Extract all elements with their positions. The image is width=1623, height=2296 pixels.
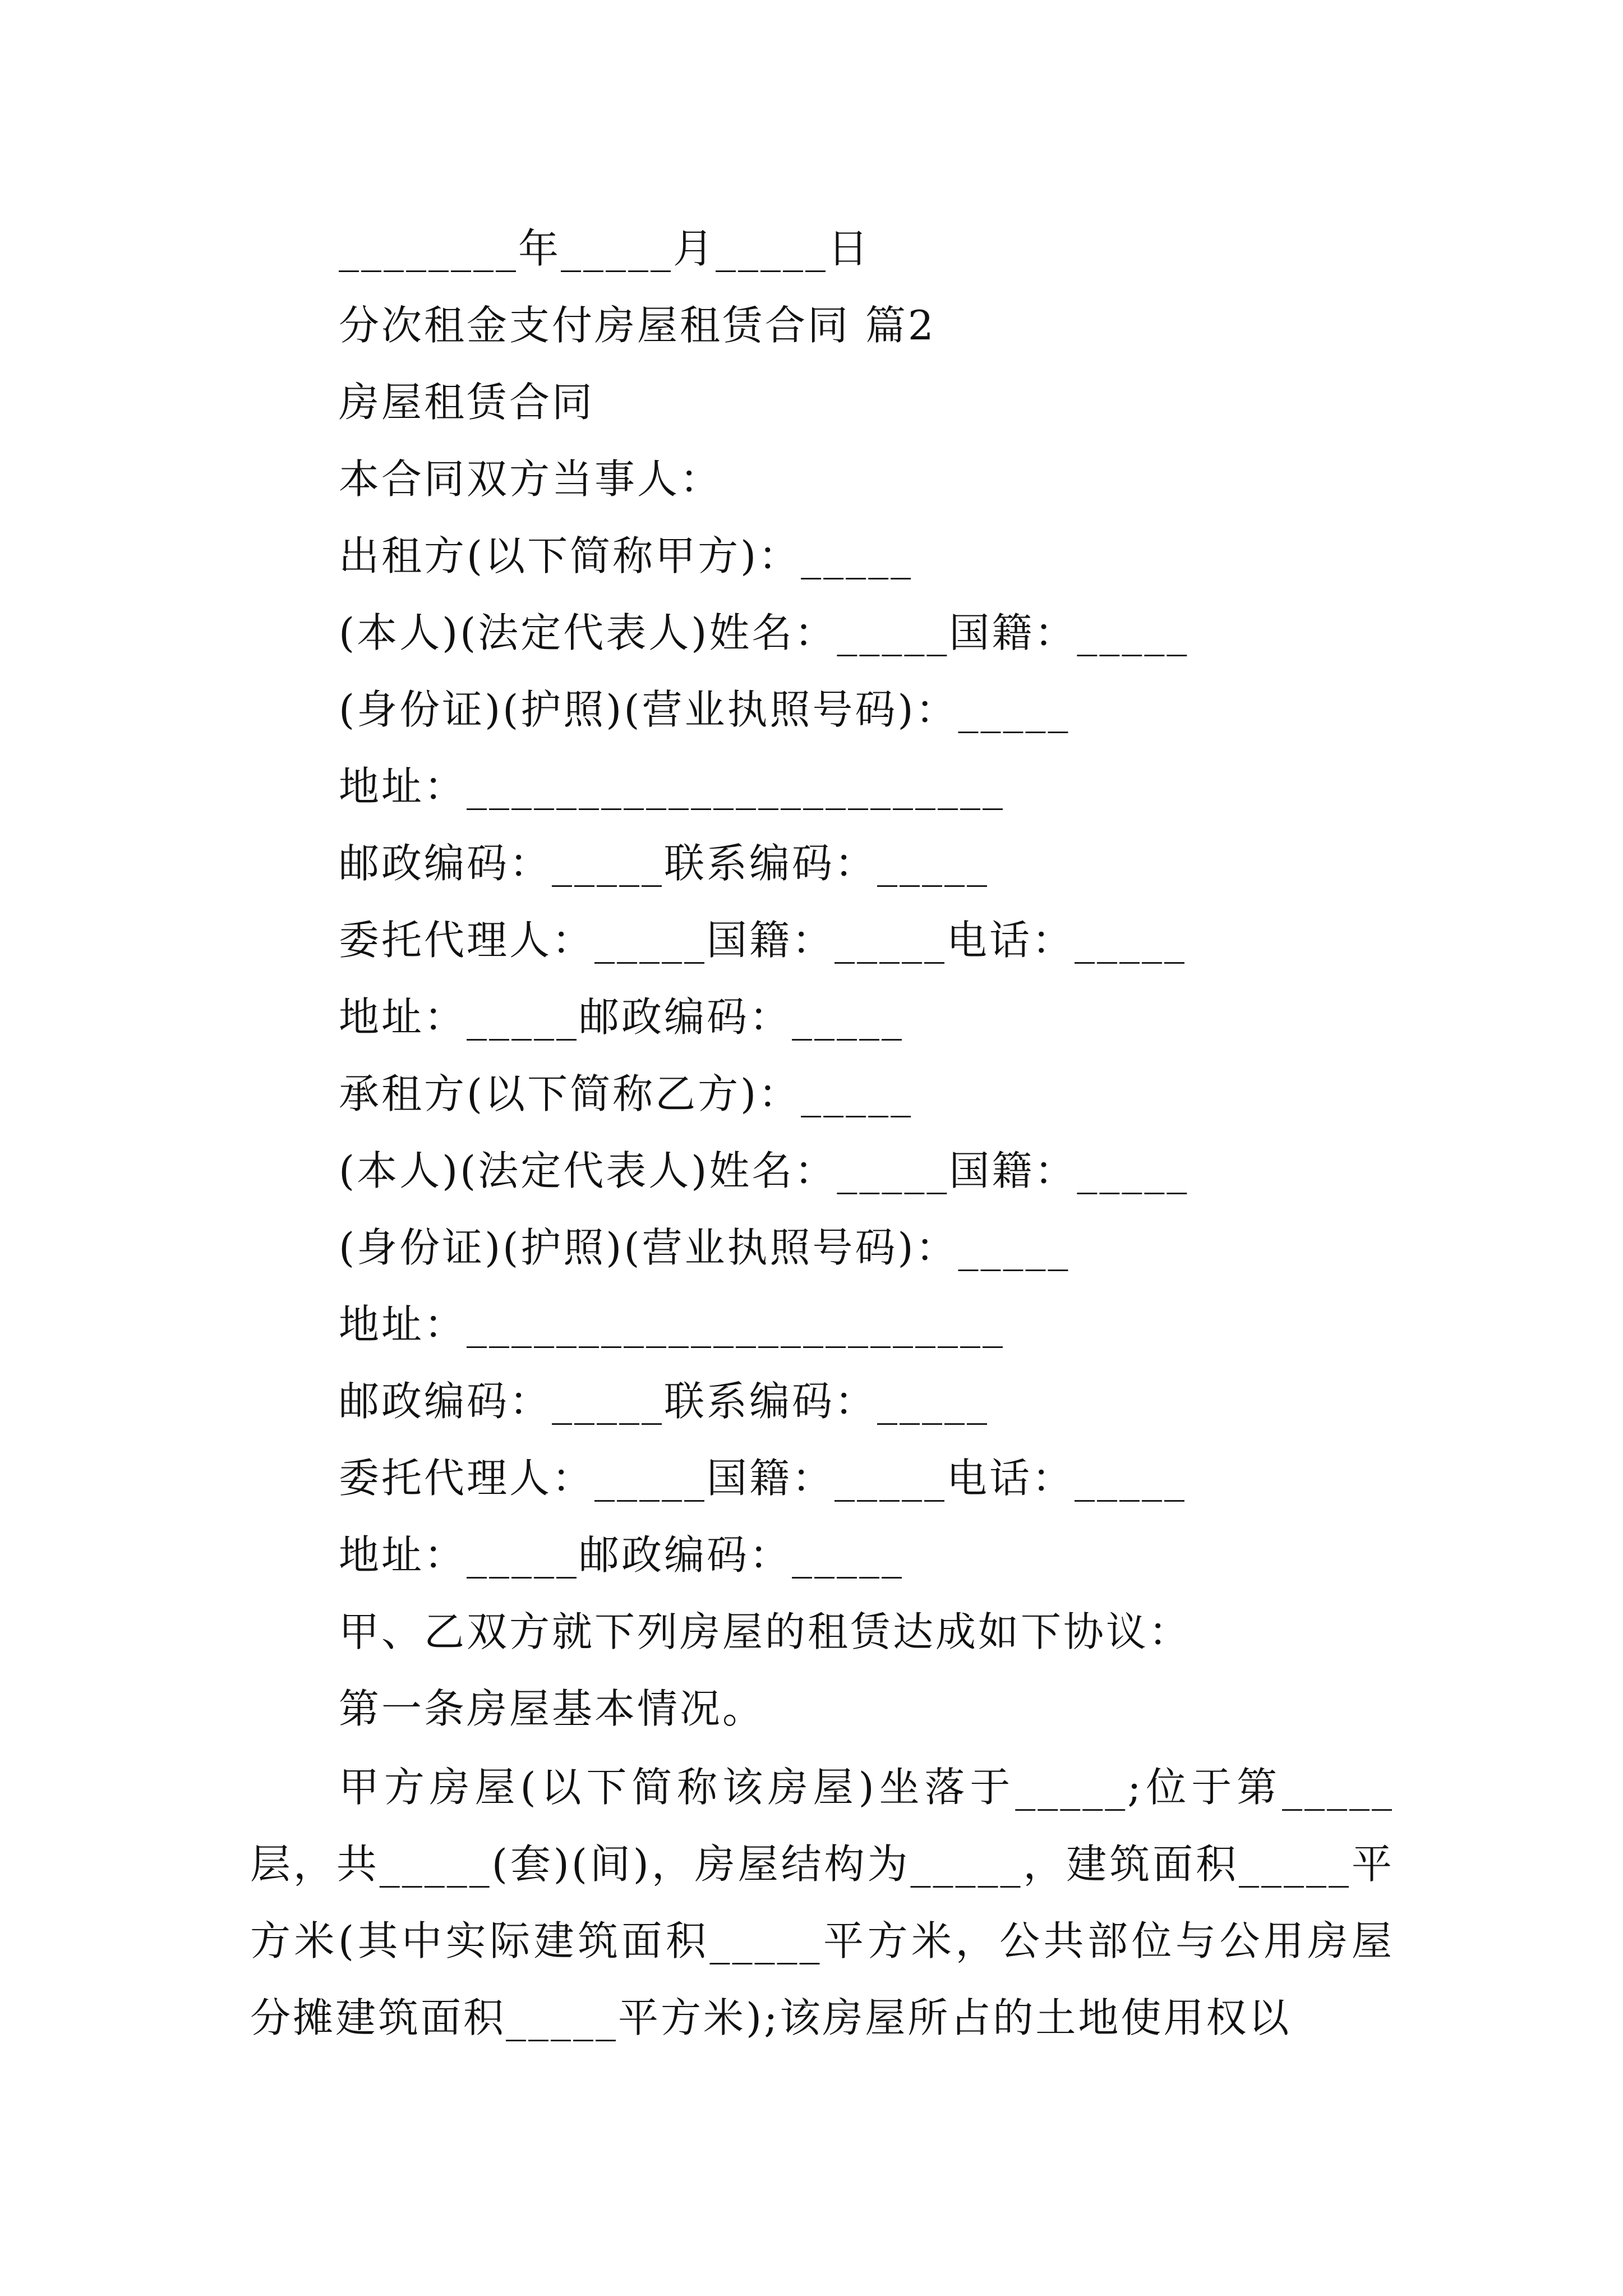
section-title: 分次租金支付房屋租赁合同 篇2 — [339, 302, 936, 349]
lessee-id-line: (身份证)(护照)(营业执照号码)：_____ — [339, 1224, 1071, 1271]
lessor-address-line: 地址：________________________ — [339, 763, 1006, 810]
lessor-agent-line: 委托代理人：_____国籍：_____电话：_____ — [339, 917, 1187, 964]
article-one-paragraph: 甲方房屋(以下简称该房屋)坐落于_____;位于第_____层，共_____(套)(间)，房屋结构为_____，建筑面积_____平方米(其中实际建筑面积_____平方米，公共部位与公用房屋分摊建筑面积_____平方米);该房屋所占的土地使用权以 — [250, 1764, 1394, 2041]
lessee-agent-address-line: 地址：_____邮政编码：_____ — [339, 1531, 905, 1579]
lessor-postal-line: 邮政编码：_____联系编码：_____ — [339, 840, 990, 887]
lessor-agent-address-line: 地址：_____邮政编码：_____ — [339, 993, 905, 1041]
lessee-agent-line: 委托代理人：_____国籍：_____电话：_____ — [339, 1455, 1187, 1502]
lessor-id-line: (身份证)(护照)(营业执照号码)：_____ — [339, 686, 1071, 733]
contract-title: 房屋租赁合同 — [339, 379, 595, 426]
lessee-name-line: (本人)(法定代表人)姓名：_____国籍：_____ — [339, 1147, 1189, 1194]
article-one-heading: 第一条房屋基本情况。 — [339, 1685, 766, 1732]
lessor-line: 出租方(以下简称甲方)：_____ — [339, 532, 914, 579]
agreement-intro: 甲、乙双方就下列房屋的租赁达成如下协议： — [339, 1608, 1192, 1655]
date-line: ________年_____月_____日 — [339, 225, 870, 272]
lessor-name-line: (本人)(法定代表人)姓名：_____国籍：_____ — [339, 609, 1189, 656]
lessee-line: 承租方(以下简称乙方)：_____ — [339, 1070, 914, 1117]
lessee-postal-line: 邮政编码：_____联系编码：_____ — [339, 1378, 990, 1425]
parties-heading: 本合同双方当事人： — [339, 455, 723, 503]
lessee-address-line: 地址：________________________ — [339, 1301, 1006, 1348]
